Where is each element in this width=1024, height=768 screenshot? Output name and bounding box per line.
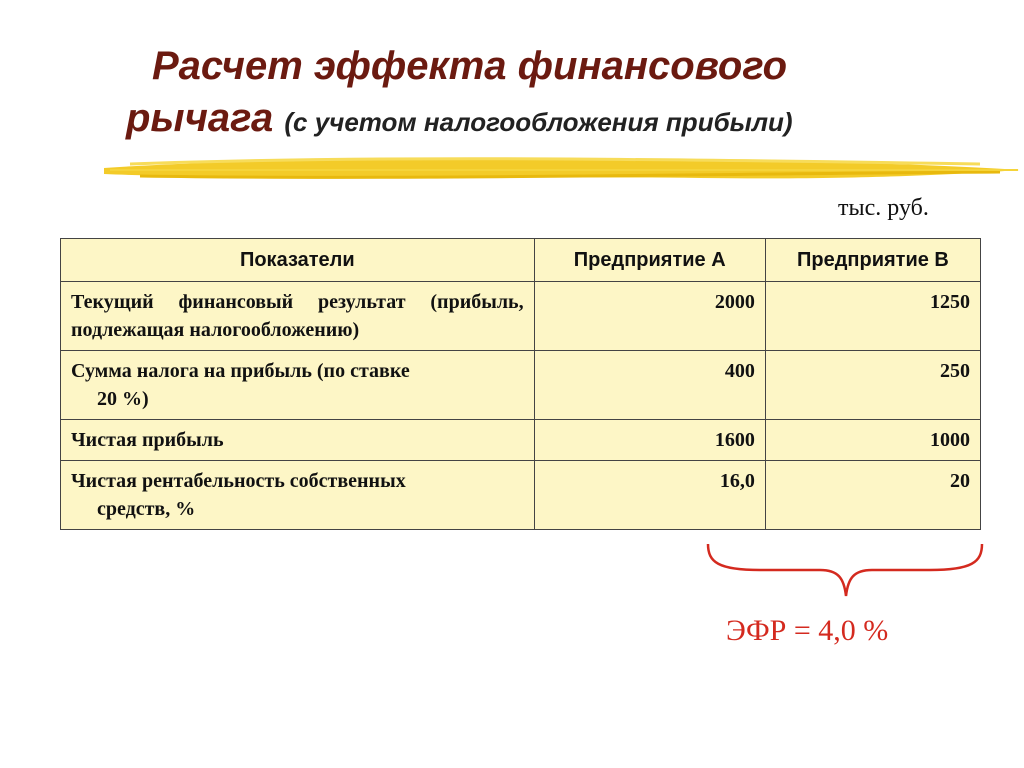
row-label-text: Чистая прибыль — [71, 429, 224, 451]
row-label-text: Текущий финансовый результат (прибыль, подлежащая налогообложению) — [71, 291, 524, 341]
row-label — [61, 461, 535, 530]
value-enterprise-b: 20 — [765, 461, 980, 530]
title-subtitle: (с учетом налогообложения прибыли) — [284, 107, 793, 137]
table-header-row — [61, 239, 981, 282]
table-row — [61, 351, 981, 420]
value-enterprise-a: 1600 — [534, 420, 765, 461]
title-line-2-text: рычага — [126, 96, 274, 140]
value-enterprise-a: 2000 — [534, 282, 765, 351]
row-label-text: Чистая рентабельность собственных — [71, 470, 406, 492]
table-row — [61, 420, 981, 461]
header-enterprise-b: Предприятие В — [765, 239, 980, 282]
row-label-text: Сумма налога на прибыль (по ставке — [71, 360, 410, 382]
value-enterprise-b: 250 — [765, 351, 980, 420]
row-label — [61, 351, 535, 420]
units-label: тыс. руб. — [838, 195, 929, 221]
row-label — [61, 420, 535, 461]
row-label-continuation: 20 %) — [97, 388, 149, 410]
highlighter-underline — [100, 150, 1024, 190]
title-line-2 — [120, 92, 910, 148]
value-enterprise-b: 1000 — [765, 420, 980, 461]
curly-brace — [700, 540, 990, 600]
row-label-continuation: средств, % — [97, 498, 196, 520]
financial-leverage-effect: ЭФР = 4,0 % — [726, 614, 889, 647]
row-label — [61, 282, 535, 351]
value-enterprise-a: 16,0 — [534, 461, 765, 530]
indicators-table — [60, 238, 981, 530]
header-indicators: Показатели — [61, 239, 535, 282]
header-enterprise-a: Предприятие А — [534, 239, 765, 282]
slide-title — [120, 40, 910, 148]
value-enterprise-b: 1250 — [765, 282, 980, 351]
table-row — [61, 461, 981, 530]
value-enterprise-a: 400 — [534, 351, 765, 420]
title-line-1: Расчет эффекта финансового — [152, 44, 788, 88]
table-row — [61, 282, 981, 351]
